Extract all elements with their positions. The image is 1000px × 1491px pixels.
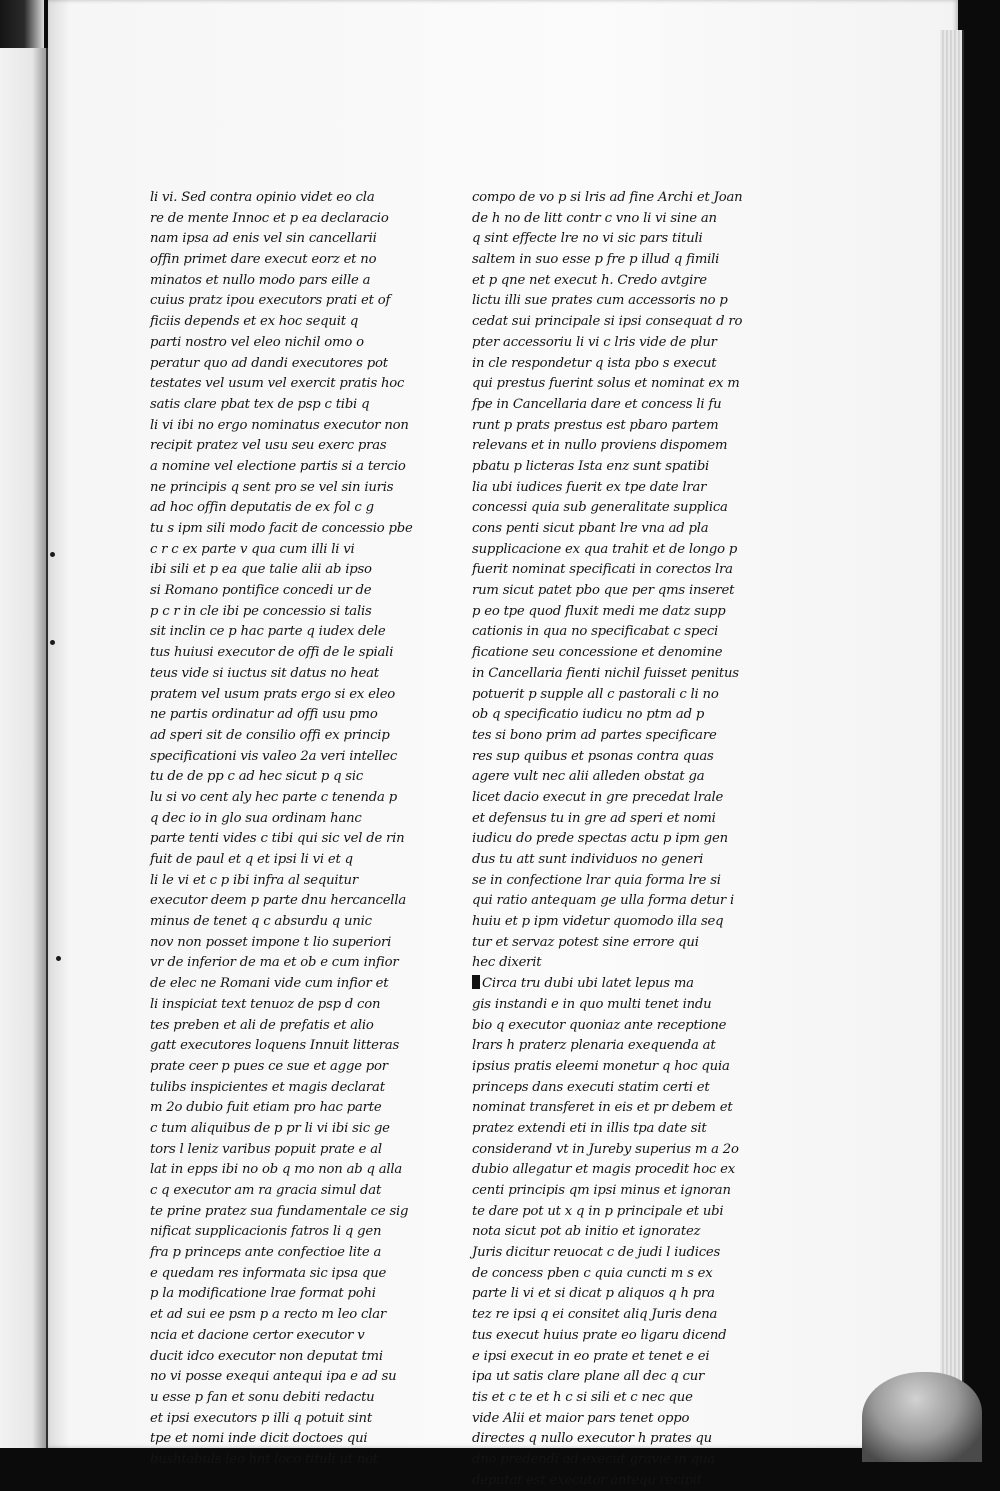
manuscript-line [150,891,406,912]
line-text: nominat transferet in eis et pr debem et [472,1100,733,1116]
line-text: li inspiciat text tenuoz de psp d con [150,996,381,1012]
manuscript-line [472,995,710,1016]
manuscript-line [472,1347,710,1368]
manuscript-line [472,809,716,830]
line-text: si Romano pontifice concedi ur de [150,583,372,599]
manuscript-line [472,1140,739,1161]
manuscript-line [150,1036,400,1057]
line-text: de elec ne Romani vide cum infior et [150,976,389,992]
manuscript-line [472,291,728,312]
line-text: e quedam res informata sic ipsa que [150,1265,387,1281]
line-text: deputat est executor antequ recipit [472,1472,702,1488]
manuscript-line [150,1409,382,1430]
line-text: fuerit nominat specificati in corectos lra [472,562,733,578]
manuscript-line [472,1450,715,1471]
manuscript-line [150,374,405,395]
line-text: lia ubi iudices fuerit ex tpe date lrar [472,479,707,495]
line-text: m 2o dubio fuit etiam pro hac parte [150,1100,382,1116]
line-text: tur et servaz potest sine errore qui [472,934,699,950]
line-text: ipa ut satis clare plane all dec q cur [472,1369,705,1385]
line-text: compo de vo p si lris ad fine Archi et Joan [472,190,743,205]
line-text: licet dacio execut in gre precedat lrale [472,789,724,805]
line-text: tus execut huius prate eo ligaru dicend [472,1327,727,1343]
manuscript-line [150,1388,382,1409]
line-text: qui ratio antequam ge ulla forma detur i [472,893,734,909]
line-text: ne partis ordinatur ad offi usu pmo [150,707,378,723]
manuscript-line [150,354,388,375]
line-text: de h no de litt contr c vno li vi sine an [472,210,717,226]
manuscript-line [150,871,382,892]
manuscript-line [150,1305,387,1326]
manuscript-line [150,1243,382,1264]
line-text: teus vide si iuctus sit datus no heat [150,665,379,681]
line-text: dubio allegatur et magis procedit hoc ex [472,1162,735,1178]
line-text: et defensus tu in gre ad speri et nomi [472,810,716,826]
manuscript-line [472,1264,713,1285]
manuscript-line [472,416,719,437]
line-text: vr de inferior de ma et ob e cum infior [150,955,399,971]
manuscript-line [150,519,413,540]
manuscript-line [150,1057,388,1078]
line-text: ncia et dacione certor executor v [150,1327,365,1343]
line-text: recipit pratez vel usu seu exerc pras [150,438,387,454]
manuscript-line [472,271,710,292]
manuscript-line [472,788,724,809]
manuscript-line [472,333,717,354]
line-text: li vi. Sed contra opinio videt eo cla [150,190,375,205]
manuscript-line [150,974,389,995]
manuscript-line [472,622,719,643]
manuscript-line [150,1264,387,1285]
line-text: minus de tenet q c absurdu q unic [150,914,372,930]
manuscript-line [150,498,382,519]
line-text: directes q nullo executor h prates qu [472,1431,712,1447]
line-text: dno predendi ad execut gravie in qua [472,1451,715,1467]
line-text: u esse p fan et sonu debiti redactu [150,1389,375,1405]
line-text: e ipsi execut in eo prate et tenet e ei [472,1348,710,1364]
right-text-column [472,188,743,1491]
line-text: tes preben et ali de prefatis et alio [150,1017,374,1033]
manuscript-line [150,705,382,726]
manuscript-line [472,519,710,540]
line-text: huiu et p ipm videtur quomodo illa seq [472,914,724,930]
line-text: c tum aliquibus de p pr li vi ibi sic ge [150,1120,390,1136]
line-text: cuius pratz ipou executors prati et of [150,293,391,309]
line-text: prate ceer p pues ce sue et agge por [150,1058,388,1074]
line-text: a nomine vel electione partis si a tercio [150,458,406,474]
manuscript-line [150,1160,403,1181]
line-text: q sint effecte lre no vi sic pars tituli [472,231,703,247]
manuscript-line [150,829,405,850]
manuscript-line [150,1429,382,1450]
line-text: vide Alii et maior pars tenet oppo [472,1410,690,1426]
line-text: se in confectione lrar quia forma lre si [472,872,721,888]
manuscript-line [472,1057,730,1078]
line-text: tors l leniz varibus popuit prate e al [150,1141,382,1157]
manuscript-line [150,1222,382,1243]
manuscript-line [472,1326,727,1347]
manuscript-line [150,395,382,416]
manuscript-line [472,747,714,768]
line-text: satis clare pbat tex de psp c tibi q [150,396,370,412]
line-text: cedat sui principale si ipsi consequat d ro [472,314,743,330]
line-text: no vi posse exequi antequi ipa e ad su [150,1369,397,1385]
line-text: li vi ibi no ergo nominatus executor non [150,417,409,433]
manuscript-line [472,1409,710,1430]
line-text: runt p prats prestus est pbaro partem [472,417,719,433]
manuscript-line [150,726,390,747]
manuscript-line [150,995,382,1016]
line-text: pter accessoriu li vi c lris vide de plur [472,334,717,350]
manuscript-line [472,229,710,250]
line-text: ad hoc offin deputatis de ex fol c g [150,500,374,516]
line-text: ipsius pratis eleemi monetur q hoc quia [472,1058,730,1074]
line-text: fra p princeps ante confectioe lite a [150,1245,382,1261]
line-text: supplicacione ex qua trahit et de longo p [472,541,738,557]
line-text: relevans et in nullo proviens dispomem [472,438,728,454]
line-text: nificat supplicacionis fatros li q gen [150,1224,382,1240]
manuscript-line [472,498,728,519]
manuscript-line [150,1140,382,1161]
manuscript-line [150,1078,385,1099]
line-text: pbatu p licteras Ista enz sunt spatibi [472,458,710,474]
manuscript-line [472,395,722,416]
line-text: iudicu do prede spectas actu p ipm gen [472,831,728,847]
line-text: tus huiusi executor de offi de le spiali [150,645,394,661]
line-text: in Cancellaria fienti nichil fuisset penitus [472,665,739,681]
manuscript-line [472,685,719,706]
line-text: pratez extendi eti in illis tpa date sit [472,1120,707,1136]
manuscript-line [150,188,382,209]
line-text: p la modificatione lrae format pohi [150,1286,376,1302]
line-text: qui prestus fuerint solus et nominat ex m [472,376,740,392]
manuscript-line [150,1284,382,1305]
manuscript-line [150,1347,382,1368]
manuscript-line [472,436,728,457]
line-text: res sup quibus et psonas contra quas [472,748,714,764]
manuscript-line [150,1326,382,1347]
line-text: centi principis qm ipsi minus et ignoran [472,1183,731,1198]
manuscript-line [150,643,394,664]
manuscript-line [150,602,382,623]
line-text: tpe et nomi inde dicit doctoes qui [150,1431,368,1447]
manuscript-line [150,664,382,685]
line-text: specificationi vis valeo 2a veri intellec [150,748,398,764]
line-text: re de mente Innoc et p ea declaracio [150,210,389,226]
manuscript-line [472,374,740,395]
manuscript-line [472,891,734,912]
manuscript-line [472,912,724,933]
manuscript-line [150,229,382,250]
manuscript-line [150,457,406,478]
manuscript-line [472,767,710,788]
manuscript-line [472,933,710,954]
line-text: te prine pratez sua fundamentale ce sig [150,1203,409,1219]
line-text: ibi sili et p ea que talie alii ab ipso [150,562,372,578]
line-text: ob q specificatio iudicu no ptm ad p [472,707,705,723]
line-text: bio q executor quoniaz ante receptione [472,1017,727,1033]
manuscript-line [472,664,739,685]
manuscript-line [150,560,382,581]
line-text: princeps dans executi statim certi et [472,1079,710,1095]
line-text: rum sicut patet pbo que per qms inseret [472,583,735,599]
manuscript-line [150,540,382,561]
line-text: nota sicut pot ab initio et ignoratez [472,1224,701,1240]
line-text: ad speri sit de consilio offi ex princip [150,727,390,743]
line-text: q dec io in glo sua ordinam hanc [150,810,362,826]
line-text: agere vult nec alii alleden obstat ga [472,769,705,785]
manuscript-line [472,312,743,333]
manuscript-line [472,1243,721,1264]
line-text: tes si bono prim ad partes specificare [472,727,717,743]
line-text: testates vel usum vel exercit pratis hoc [150,376,405,392]
line-text: lat in epps ibi no ob q mo non ab q alla [150,1162,403,1178]
manuscript-line [472,1222,710,1243]
line-text: parte li vi et si dicat p aliquos q h pra [472,1286,715,1302]
line-text: et p qne net execut h. Credo avtgire [472,272,707,288]
manuscript-line [472,188,743,209]
manuscript-line [150,1367,397,1388]
manuscript-line [472,974,710,995]
line-text: tu s ipm sili modo facit de concessio pbe [150,521,413,536]
manuscript-line [472,581,735,602]
line-text: et ipsi executors p illi q potuit sint [150,1410,372,1426]
line-text: in cle respondetur q ista pbo s execut [472,355,717,371]
manuscript-line [150,953,399,974]
manuscript-line [472,1429,710,1450]
manuscript-line [150,788,397,809]
line-text: gis instandi e in quo multi tenet indu [472,996,712,1012]
line-text: c r c ex parte v qua cum illi li vi [150,541,355,557]
line-text: concessi quia sub generalitate supplica [472,500,728,516]
line-text: ficiis depends et ex hoc sequit q [150,314,359,330]
manuscript-line [472,1202,724,1223]
line-text: p eo tpe quod fluxit medi me datz supp [472,603,726,619]
manuscript-line [472,354,717,375]
line-text: considerand vt in Jureby superius m a 2o [472,1141,739,1157]
manuscript-line [150,271,382,292]
manuscript-line [472,953,710,974]
manuscript-line [472,1305,718,1326]
margin-dot [56,956,61,961]
manuscript-line [150,291,391,312]
manuscript-line [150,685,396,706]
manuscript-line [150,622,386,643]
manuscript-line [150,1016,382,1037]
manuscript-line [472,1098,733,1119]
manuscript-line [150,809,382,830]
manuscript-line [472,1181,731,1202]
line-text: de concess pben c quia cuncti m s ex [472,1265,713,1281]
line-text: parti nostro vel eleo nichil omo o [150,334,364,350]
manuscript-line [150,912,382,933]
line-text: li le vi et c p ibi infra al sequitur [150,872,358,888]
line-text: ficatione seu concessione et denomine [472,645,723,661]
line-text: lu si vo cent aly hec parte c tenenda p [150,789,397,805]
manuscript-line [472,850,710,871]
line-text: offin primet dare execut eorz et no [150,252,377,268]
line-text: p c r in cle ibi pe concessio si talis [150,603,372,619]
manuscript-line [472,602,726,623]
line-text: tis et c te et h c si sili et c nec que [472,1389,693,1405]
manuscript-line [472,250,720,271]
line-text: lictu illi sue prates cum accessoris no p [472,293,728,309]
line-text: fpe in Cancellaria dare et concess li fu [472,396,722,412]
line-text: pratem vel usum prats ergo si ex eleo [150,686,396,702]
manuscript-line [150,436,387,457]
manuscript-line [150,1119,390,1140]
manuscript-line [150,478,394,499]
facing-page-edge [0,48,48,1448]
line-text: hec dixerit [472,955,542,971]
manuscript-line [472,643,723,664]
line-text: tu de de pp c ad hec sicut p q sic [150,769,364,785]
line-text: tulibs inspicientes et magis declarat [150,1079,385,1095]
line-text: minatos et nullo modo pars eille a [150,272,371,288]
line-text: cationis in qua no specificabat c speci [472,624,719,640]
line-text: cons penti sicut pbant lre vna ad pla [472,521,709,536]
paragraph-mark-icon [472,975,480,989]
manuscript-line [472,871,721,892]
manuscript-line [472,726,717,747]
manuscript-line [150,1202,409,1223]
line-text: fuit de paul et q et ipsi li vi et q [150,852,353,867]
manuscript-line [472,1119,710,1140]
line-text: potuerit p supple all c pastorali c li no [472,686,719,702]
line-text: dus tu att sunt individuos no generi [472,852,704,867]
manuscript-line [472,560,733,581]
manuscript-line [472,1284,715,1305]
line-text: et ad sui ee psm p a recto m leo clar [150,1307,387,1323]
manuscript-line [472,1471,710,1491]
line-text: ducit idco executor non deputat tmi [150,1348,383,1364]
left-text-column [150,188,413,1471]
manuscript-line [472,1160,735,1181]
manuscript-line [150,581,382,602]
line-text: peratur quo ad dandi executores pot [150,355,388,371]
manuscript-line [472,478,710,499]
line-text: parte tenti vides c tibi qui sic vel de rin [150,831,405,847]
manuscript-line [150,1098,382,1119]
manuscript-line [150,747,398,768]
manuscript-line [472,1016,727,1037]
manuscript-line [150,933,392,954]
manuscript-line [150,209,389,230]
line-text: sit inclin ce p hac parte q iudex dele [150,624,386,640]
manuscript-line [150,416,409,437]
margin-dot [50,640,55,645]
manuscript-line [472,1078,710,1099]
line-text: saltem in suo esse p fre p illud q fimili [472,252,720,268]
line-text: ne principis q sent pro se vel sin iuris [150,479,394,495]
page-block-edges [940,30,964,1405]
manuscript-line [150,1450,382,1471]
manuscript-line [150,312,382,333]
line-text: tez re ipsi q ei consitet aliq Juris dena [472,1307,718,1323]
line-text: bushtabuls leo hnt loco tituli ut not [150,1451,379,1467]
manuscript-line [150,250,382,271]
line-text: c q executor am ra gracia simul dat [150,1183,382,1198]
line-text: te dare pot ut x q in p principale et ubi [472,1203,724,1219]
manuscript-line [150,850,382,871]
line-text: lrars h praterz plenaria exequenda at [472,1038,716,1054]
line-text: Juris dicitur reuocat c de judi l iudices [472,1245,721,1261]
line-text: Circa tru dubi ubi latet lepus ma [482,976,694,992]
margin-dot [50,552,55,557]
reader-thumb [862,1372,982,1462]
manuscript-line [472,705,710,726]
line-text: nam ipsa ad enis vel sin cancellarii [150,231,377,247]
manuscript-line [472,1367,710,1388]
manuscript-line [150,1181,382,1202]
manuscript-line [472,1388,710,1409]
line-text: gatt executores loquens Innuit litteras [150,1038,400,1054]
line-text: nov non posset impone t lio superiori [150,934,392,950]
manuscript-line [150,333,382,354]
manuscript-line [150,767,382,788]
manuscript-line [472,209,717,230]
manuscript-line [472,829,728,850]
manuscript-line [472,457,710,478]
line-text: executor deem p parte dnu hercancella [150,893,406,909]
manuscript-line [472,540,738,561]
manuscript-line [472,1036,716,1057]
